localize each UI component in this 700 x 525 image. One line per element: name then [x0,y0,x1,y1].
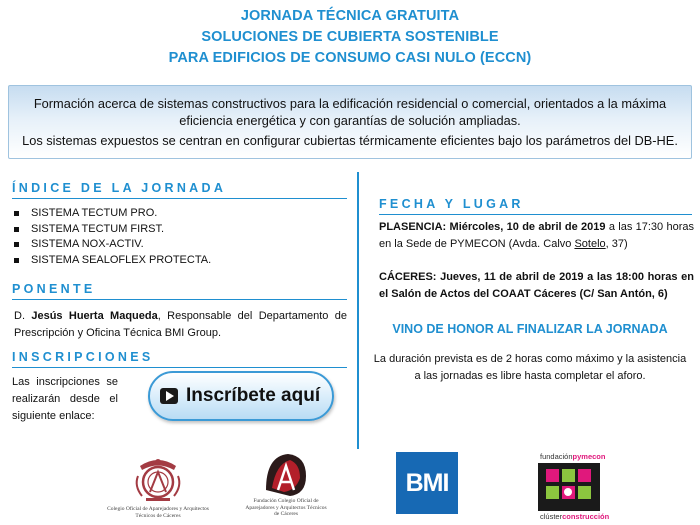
caceres-text: CÁCERES: Jueves, 11 de abril de 2019 a las 18:00 horas en el Salón de Actos del COAAT Cáceres (C/ San Antón, 6) [379,271,694,300]
inscripciones-rule [12,367,347,368]
title-line-3: PARA EDIFICIOS DE CONSUMO CASI NULO (ECCN) [168,50,532,66]
title-line-1: JORNADA TÉCNICA GRATUITA [240,8,460,24]
bullet-icon [14,227,19,232]
column-divider [357,172,359,449]
indice-rule [12,198,347,199]
play-icon [160,388,178,404]
bmi-logo [396,452,458,514]
ponente-heading: PONENTE [12,282,96,296]
page-title [0,6,700,69]
ponente-text: D. Jesús Huerta Maqueda, Responsable del Departamento de Prescripción y Oficina Técnica BMI Group. [14,310,347,339]
inscripciones-text: Las inscripciones se realizarán desde el siguiente enlace: [12,376,118,422]
pymecon-label-top: fundaciónpymecon [540,452,606,461]
ponente-rule [12,299,347,300]
plasencia-text: PLASENCIA: Miércoles, 10 de abril de 2019 a las 17:30 horas en la Sede de PYMECON (Avda. Calvo Sotelo, 37) [379,221,694,250]
inscripciones-heading: INSCRIPCIONES [12,350,154,364]
intro-text-2: Los sistemas expuestos se centran en configurar cubiertas térmicamente eficientes bajo los parámetros del DB-HE. [22,133,678,148]
list-item: SISTEMA TECTUM FIRST. [14,222,211,238]
intro-text-1: Formación acerca de sistemas constructivos para la edificación residencial o comercial, orientados a la máxima eficiencia energética y con garantías de solución ampliadas. [33,96,667,128]
fecha-rule [379,214,692,215]
bmi-logo-text: BMI [405,468,449,497]
list-item: SISTEMA SEALOFLEX PROTECTA. [14,253,211,269]
bullet-icon [14,211,19,216]
pymecon-logo [538,463,600,511]
register-button[interactable] [148,371,334,421]
ponente-name: Jesús Huerta Maqueda [31,310,158,322]
coaat-logo [128,452,188,506]
vino-heading: VINO DE HONOR AL FINALIZAR LA JORNADA [392,322,668,336]
pymecon-label-bottom: clústerconstrucción [540,512,610,521]
fundacion-caption: Fundación Colegio Oficial de Aparejadores y Arquitectos Técnicos de Cáceres [245,498,327,517]
coaat-caption: Colegio Oficial de Aparejadores y Arquitectos Técnicos de Cáceres [107,506,209,519]
fundacion-logo [262,450,308,498]
fecha-heading: FECHA Y LUGAR [379,197,524,211]
title-line-2: SOLUCIONES DE CUBIERTA SOSTENIBLE [201,29,499,45]
indice-heading: ÍNDICE DE LA JORNADA [12,181,227,195]
intro-banner [8,85,692,159]
register-button-label: Inscríbete aquí [186,385,321,406]
indice-list [14,206,211,268]
bullet-icon [14,242,19,247]
bullet-icon [14,258,19,263]
duracion-text: La duración prevista es de 2 horas como máximo y la asistencia a las jornadas es libre hasta completar el aforo. [373,353,687,382]
list-item: SISTEMA TECTUM PRO. [14,206,211,222]
list-item: SISTEMA NOX-ACTIV. [14,237,211,253]
